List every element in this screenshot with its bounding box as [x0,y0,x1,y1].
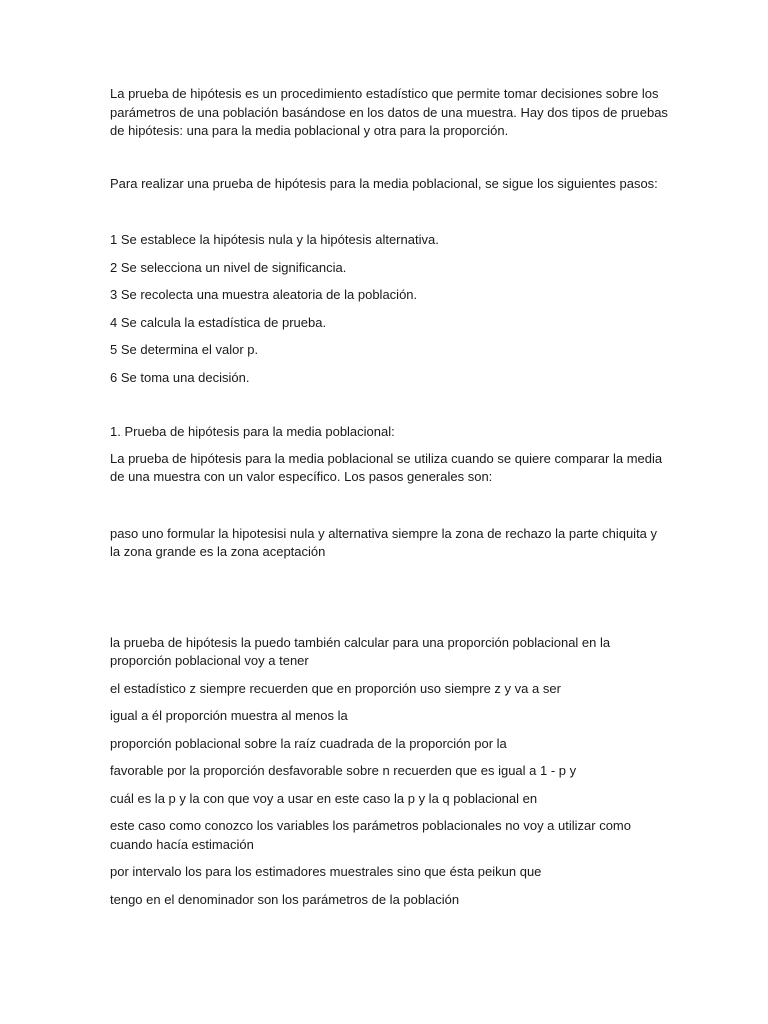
intro-paragraph: La prueba de hipótesis es un procedimiento estadístico que permite tomar decisiones sobre los parámetros de una población basándose en los datos de una muestra. Hay dos tipos de pruebas de hipótesis: una para la media poblacional y otra para la proporción. [110,86,668,138]
steps-intro-paragraph: Para realizar una prueba de hipótesis para la media poblacional, se sigue los siguientes pasos: [110,175,658,191]
steps-list [110,231,668,387]
step-item: 6 Se toma una decisión. [110,369,250,385]
step-item: 1 Se establece la hipótesis nula y la hipótesis alternativa. [110,232,439,247]
proportion-line: igual a él proporción muestra al menos la [110,708,348,723]
proportion-lines [110,634,668,910]
proportion-line: por intervalo los para los estimadores muestrales sino que ésta peikun que [110,864,542,879]
proportion-line: cuál es la p y la con que voy a usar en este caso la p y la q poblacional en [110,790,538,806]
step-item: 5 Se determina el valor p. [110,342,259,357]
step-item: 3 Se recolecta una muestra aleatoria de la población. [110,287,418,302]
step-item: 4 Se calcula la estadística de prueba. [110,314,327,330]
proportion-line: el estadístico z siempre recuerden que en proporción uso siempre z y va a ser [110,680,561,696]
proportion-line: este caso como conozco los variables los parámetros poblacionales no voy a utilizar como cuando hacía estimación [110,818,631,852]
proportion-line: proporción poblacional sobre la raíz cuadrada de la proporción por la [110,735,507,751]
step-item: 2 Se selecciona un nivel de significancia. [110,259,347,275]
proportion-line: favorable por la proporción desfavorable sobre n recuerden que es igual a 1 - p y [110,763,577,778]
section-title: 1. Prueba de hipótesis para la media poblacional: [110,424,395,439]
proportion-line: tengo en el denominador son los parámetros de la población [110,891,460,907]
section-body: La prueba de hipótesis para la media poblacional se utiliza cuando se quiere comparar la media de una muestra con un valor específico. Los pasos generales son: [110,450,663,484]
note-paragraph: paso uno formular la hipotesisi nula y alternativa siempre la zona de rechazo la parte chiquita y la zona grande es la zona aceptación [110,525,658,559]
proportion-line: la prueba de hipótesis la puedo también calcular para una proporción poblacional en la proporción poblacional voy a tener [110,634,611,668]
